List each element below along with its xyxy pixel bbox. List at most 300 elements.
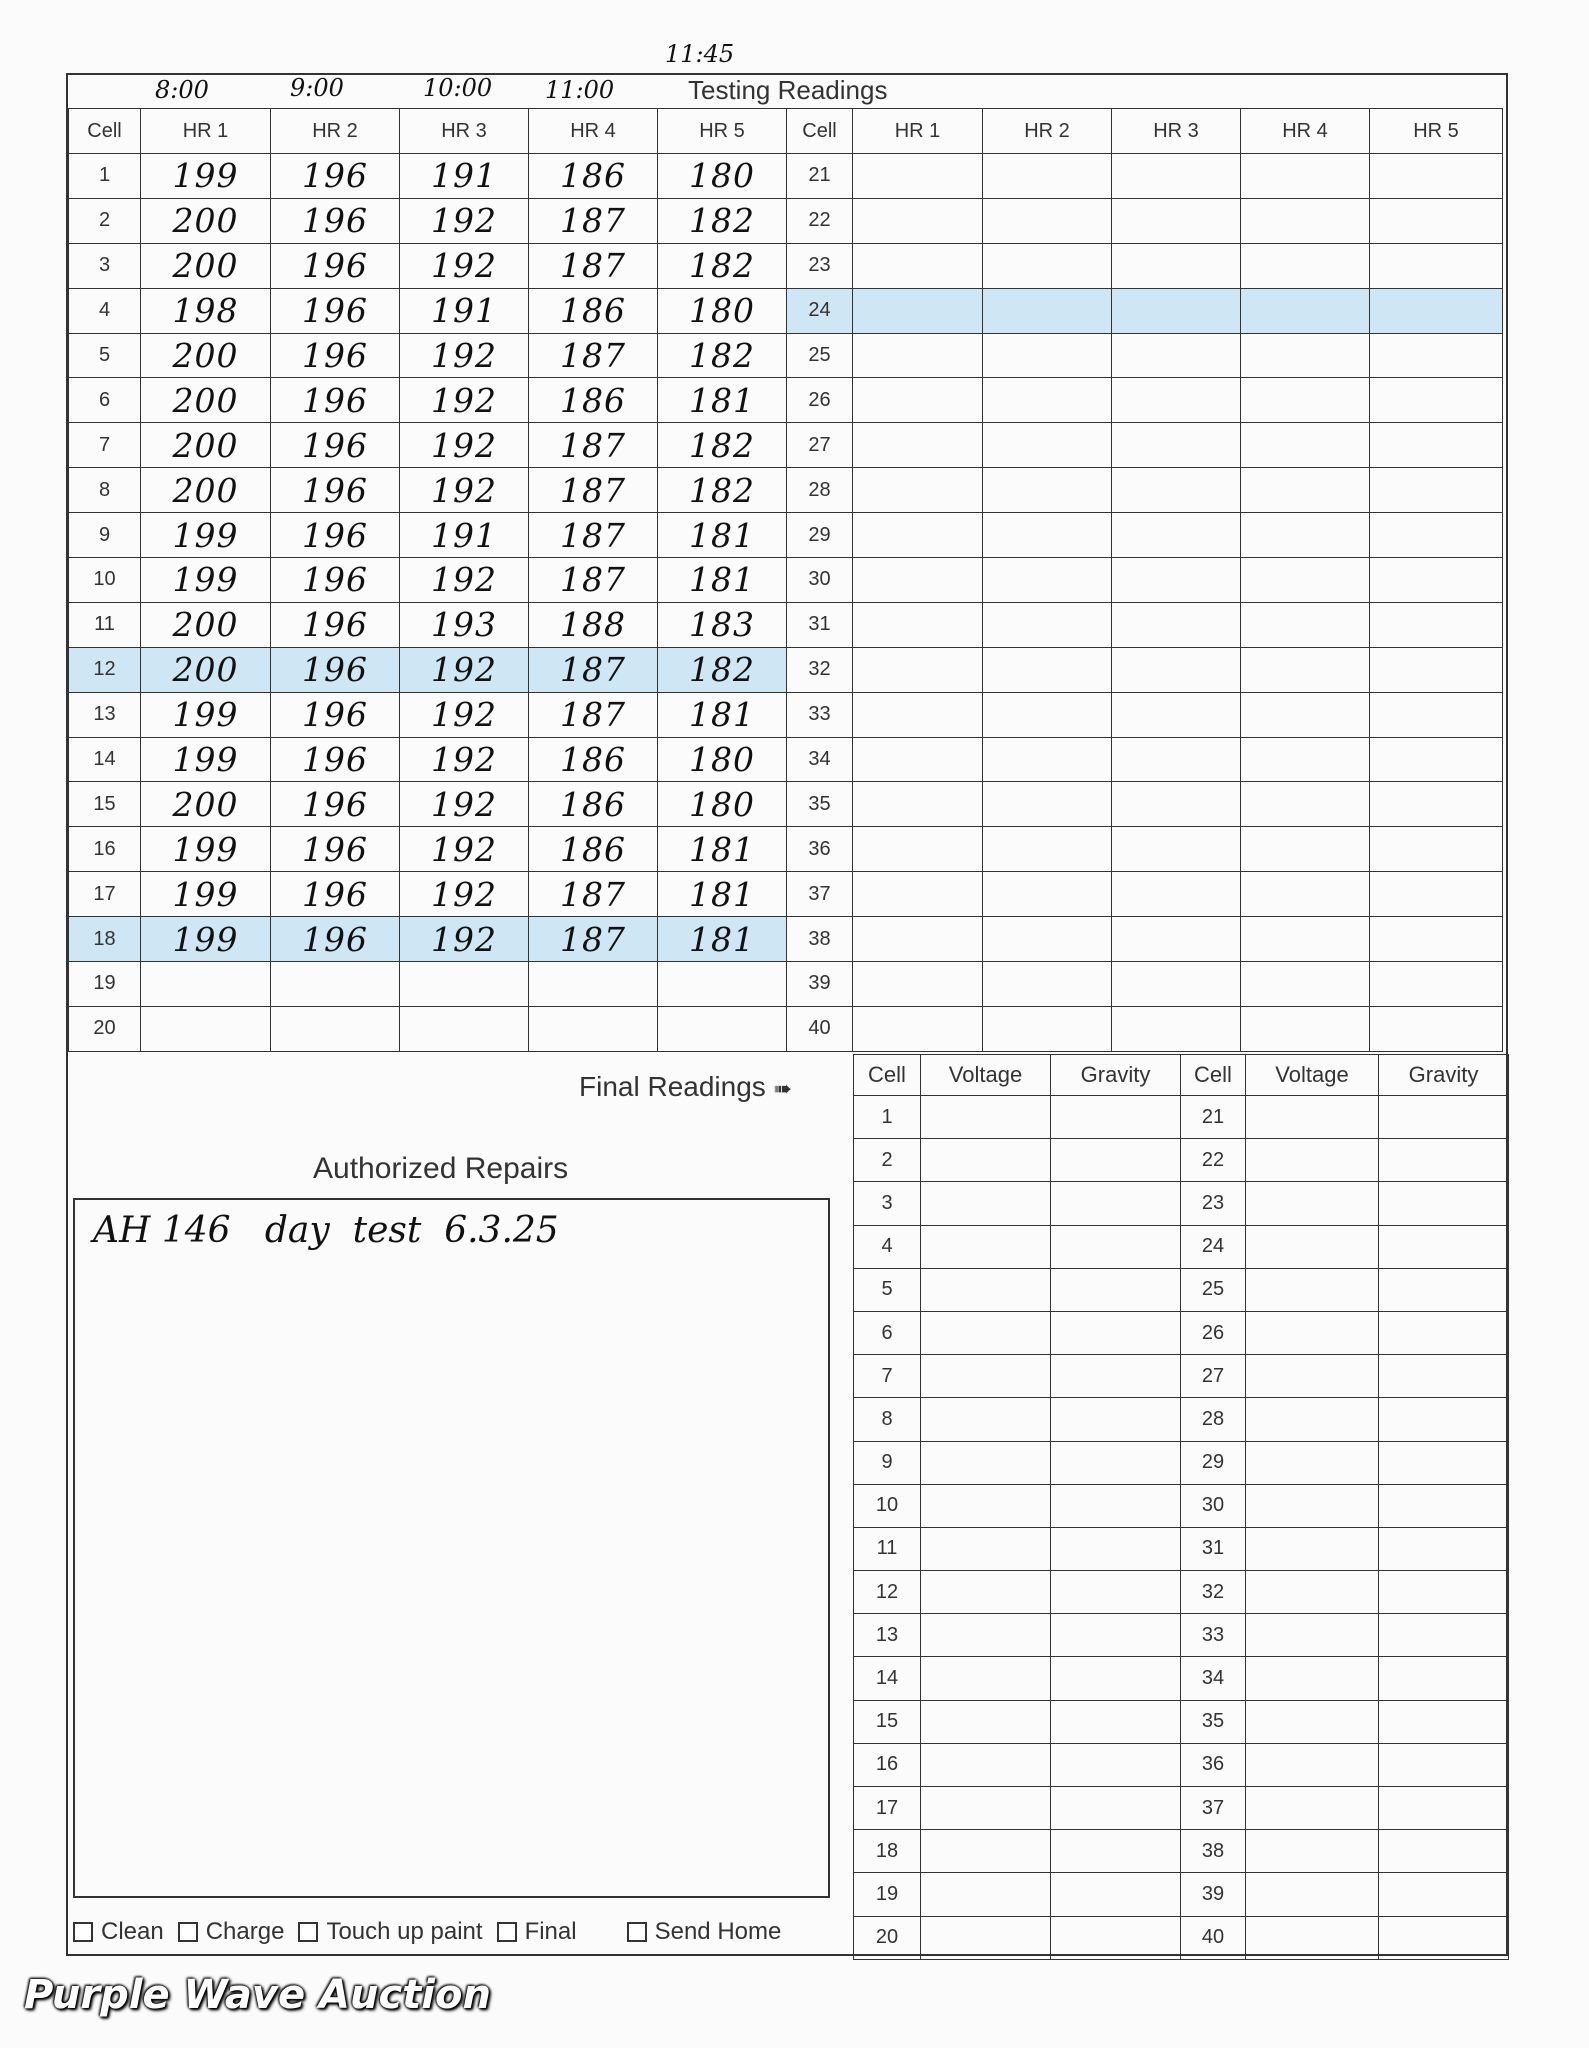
hr-reading-empty[interactable] (1370, 333, 1503, 378)
hr-reading-empty[interactable] (853, 737, 983, 782)
hr-reading[interactable]: 181 (658, 558, 787, 603)
hr-reading-empty[interactable] (853, 288, 983, 333)
voltage-field[interactable] (921, 1787, 1051, 1830)
hr-reading[interactable]: 196 (271, 692, 400, 737)
checkbox-clean[interactable] (73, 1918, 164, 1946)
hr-reading[interactable] (400, 1006, 529, 1051)
voltage-field[interactable] (1246, 1527, 1379, 1570)
hr-reading-empty[interactable] (1241, 827, 1370, 872)
hr-reading[interactable]: 196 (271, 154, 400, 199)
hr-reading[interactable]: 199 (141, 558, 271, 603)
hr-reading[interactable]: 196 (271, 602, 400, 647)
hr-reading[interactable]: 200 (141, 243, 271, 288)
hr-reading-empty[interactable] (1370, 917, 1503, 962)
hr-reading[interactable]: 200 (141, 602, 271, 647)
final-cell-number: 26 (1181, 1311, 1246, 1354)
gravity-field[interactable] (1051, 1096, 1181, 1139)
hr-reading-empty[interactable] (1241, 198, 1370, 243)
gravity-field[interactable] (1379, 1484, 1509, 1527)
gravity-field[interactable] (1379, 1830, 1509, 1873)
hr-reading-empty[interactable] (1241, 692, 1370, 737)
gravity-field[interactable] (1379, 1700, 1509, 1743)
hr-reading[interactable]: 186 (529, 154, 658, 199)
hr-reading[interactable]: 199 (141, 917, 271, 962)
testing-header-8: HR 2 (983, 109, 1112, 154)
hr-reading[interactable]: 192 (400, 243, 529, 288)
hr-reading[interactable]: 192 (400, 423, 529, 468)
hr-reading[interactable]: 196 (271, 243, 400, 288)
hr-reading-empty[interactable] (1370, 154, 1503, 199)
voltage-field[interactable] (1246, 1096, 1379, 1139)
hr-reading[interactable]: 187 (529, 872, 658, 917)
hr-reading[interactable]: 191 (400, 513, 529, 558)
hr-reading-empty[interactable] (1112, 378, 1241, 423)
hr-reading[interactable]: 200 (141, 423, 271, 468)
hr-reading[interactable]: 182 (658, 333, 787, 378)
voltage-field[interactable] (1246, 1916, 1379, 1959)
gravity-field[interactable] (1051, 1571, 1181, 1614)
hr-reading[interactable]: 181 (658, 692, 787, 737)
hr-reading-empty[interactable] (983, 288, 1112, 333)
hr-reading[interactable]: 181 (658, 827, 787, 872)
hr-reading-empty[interactable] (1370, 647, 1503, 692)
hr-reading[interactable]: 192 (400, 647, 529, 692)
gravity-field[interactable] (1379, 1916, 1509, 1959)
voltage-field[interactable] (921, 1182, 1051, 1225)
hr-reading[interactable]: 192 (400, 468, 529, 513)
gravity-field[interactable] (1379, 1873, 1509, 1916)
hr-reading-empty[interactable] (853, 962, 983, 1007)
hr-reading-empty[interactable] (1112, 243, 1241, 288)
hr-reading-empty[interactable] (1241, 288, 1370, 333)
gravity-field[interactable] (1051, 1830, 1181, 1873)
gravity-field[interactable] (1379, 1743, 1509, 1786)
hr-reading[interactable] (271, 962, 400, 1007)
checkbox-square-icon[interactable] (73, 1922, 93, 1942)
authorized-repairs-box[interactable] (73, 1198, 830, 1898)
hr-reading-empty[interactable] (1112, 647, 1241, 692)
voltage-field[interactable] (921, 1527, 1051, 1570)
hr-reading-empty[interactable] (853, 647, 983, 692)
hr-reading[interactable]: 181 (658, 917, 787, 962)
hr-reading-empty[interactable] (1241, 243, 1370, 288)
hr-reading-empty[interactable] (853, 872, 983, 917)
hr-reading[interactable]: 196 (271, 782, 400, 827)
hr-reading-empty[interactable] (1370, 827, 1503, 872)
gravity-field[interactable] (1379, 1787, 1509, 1830)
voltage-field[interactable] (1246, 1614, 1379, 1657)
testing-row (69, 288, 1503, 333)
final-row (854, 1830, 1509, 1873)
hr-reading[interactable]: 181 (658, 513, 787, 558)
hr-reading[interactable]: 192 (400, 198, 529, 243)
hr-reading[interactable]: 188 (529, 602, 658, 647)
hr-reading-empty[interactable] (1112, 513, 1241, 558)
hr-reading[interactable]: 186 (529, 827, 658, 872)
hr-reading-empty[interactable] (1112, 782, 1241, 827)
hr-reading[interactable]: 196 (271, 333, 400, 378)
checkbox-square-icon[interactable] (627, 1922, 647, 1942)
voltage-field[interactable] (1246, 1484, 1379, 1527)
hr-reading-empty[interactable] (1241, 872, 1370, 917)
hr-reading-empty[interactable] (983, 737, 1112, 782)
gravity-field[interactable] (1379, 1571, 1509, 1614)
hr-reading-empty[interactable] (853, 558, 983, 603)
hr-reading-empty[interactable] (983, 1006, 1112, 1051)
gravity-field[interactable] (1379, 1614, 1509, 1657)
hr-reading[interactable]: 196 (271, 468, 400, 513)
voltage-field[interactable] (921, 1916, 1051, 1959)
voltage-field[interactable] (1246, 1657, 1379, 1700)
checkbox-square-icon[interactable] (298, 1922, 318, 1942)
hr-reading-empty[interactable] (1370, 378, 1503, 423)
voltage-field[interactable] (1246, 1743, 1379, 1786)
hr-reading-empty[interactable] (983, 243, 1112, 288)
hr-reading-empty[interactable] (853, 782, 983, 827)
hr-reading[interactable]: 187 (529, 423, 658, 468)
hr-reading-empty[interactable] (853, 333, 983, 378)
testing-header-2: HR 2 (271, 109, 400, 154)
voltage-field[interactable] (921, 1268, 1051, 1311)
voltage-field[interactable] (921, 1441, 1051, 1484)
hr-reading-empty[interactable] (1241, 962, 1370, 1007)
hr-reading-empty[interactable] (983, 423, 1112, 468)
hr-reading-empty[interactable] (983, 513, 1112, 558)
hr-reading[interactable]: 187 (529, 333, 658, 378)
hr-reading[interactable]: 187 (529, 468, 658, 513)
hr-reading[interactable] (141, 1006, 271, 1051)
hr-reading-empty[interactable] (1370, 737, 1503, 782)
hr-reading[interactable]: 199 (141, 737, 271, 782)
hr-reading-empty[interactable] (1241, 558, 1370, 603)
hr-reading-empty[interactable] (853, 602, 983, 647)
hr-reading[interactable]: 192 (400, 827, 529, 872)
hr-reading[interactable] (400, 962, 529, 1007)
hr-reading-empty[interactable] (853, 154, 983, 199)
gravity-field[interactable] (1379, 1355, 1509, 1398)
voltage-field[interactable] (1246, 1355, 1379, 1398)
voltage-field[interactable] (1246, 1787, 1379, 1830)
hr-reading[interactable]: 192 (400, 378, 529, 423)
hr-reading-empty[interactable] (983, 468, 1112, 513)
hr-reading-empty[interactable] (1241, 468, 1370, 513)
hr-reading[interactable]: 200 (141, 333, 271, 378)
gravity-field[interactable] (1051, 1873, 1181, 1916)
hr-reading-empty[interactable] (1241, 154, 1370, 199)
hr-reading[interactable]: 182 (658, 423, 787, 468)
hr-reading[interactable]: 200 (141, 198, 271, 243)
hr-reading-empty[interactable] (1370, 288, 1503, 333)
voltage-field[interactable] (1246, 1182, 1379, 1225)
gravity-field[interactable] (1051, 1527, 1181, 1570)
hr-reading-empty[interactable] (1112, 1006, 1241, 1051)
hr-reading[interactable]: 199 (141, 154, 271, 199)
hr-reading-empty[interactable] (1370, 243, 1503, 288)
hr-reading-empty[interactable] (1241, 647, 1370, 692)
hr-reading[interactable]: 196 (271, 737, 400, 782)
hr-reading[interactable]: 191 (400, 288, 529, 333)
gravity-field[interactable] (1051, 1441, 1181, 1484)
voltage-field[interactable] (921, 1614, 1051, 1657)
gravity-field[interactable] (1051, 1484, 1181, 1527)
hr-reading-empty[interactable] (1112, 198, 1241, 243)
hr-reading-empty[interactable] (983, 962, 1112, 1007)
hr-reading-empty[interactable] (1370, 558, 1503, 603)
hr-reading[interactable]: 200 (141, 468, 271, 513)
checkbox-final[interactable] (497, 1918, 577, 1946)
gravity-field[interactable] (1379, 1441, 1509, 1484)
hr-reading[interactable]: 186 (529, 782, 658, 827)
hr-reading[interactable]: 187 (529, 917, 658, 962)
hr-reading-empty[interactable] (1241, 333, 1370, 378)
voltage-field[interactable] (1246, 1441, 1379, 1484)
hr-reading-empty[interactable] (1241, 737, 1370, 782)
gravity-field[interactable] (1051, 1916, 1181, 1959)
hr-reading-empty[interactable] (1370, 872, 1503, 917)
hr-reading[interactable]: 196 (271, 513, 400, 558)
hr-reading-empty[interactable] (1241, 782, 1370, 827)
hr-reading[interactable]: 193 (400, 602, 529, 647)
hr-reading[interactable]: 192 (400, 917, 529, 962)
hr-reading-empty[interactable] (1241, 513, 1370, 558)
hr-reading[interactable]: 182 (658, 647, 787, 692)
hr-reading[interactable]: 192 (400, 333, 529, 378)
hr-reading[interactable]: 196 (271, 198, 400, 243)
hr-reading-empty[interactable] (1112, 288, 1241, 333)
hr-reading[interactable]: 187 (529, 558, 658, 603)
hr-reading-empty[interactable] (1241, 378, 1370, 423)
hr-reading[interactable] (529, 962, 658, 1007)
hr-reading[interactable]: 199 (141, 827, 271, 872)
hr-reading-empty[interactable] (853, 917, 983, 962)
hr-reading[interactable]: 196 (271, 872, 400, 917)
hr-reading-empty[interactable] (853, 198, 983, 243)
hr-reading[interactable]: 199 (141, 513, 271, 558)
gravity-field[interactable] (1051, 1743, 1181, 1786)
hr-reading-empty[interactable] (1370, 602, 1503, 647)
gravity-field[interactable] (1379, 1268, 1509, 1311)
checkbox-square-icon[interactable] (178, 1922, 198, 1942)
gravity-field[interactable] (1051, 1225, 1181, 1268)
gravity-field[interactable] (1051, 1787, 1181, 1830)
testing-row (69, 692, 1503, 737)
hr-reading[interactable]: 198 (141, 288, 271, 333)
voltage-field[interactable] (1246, 1700, 1379, 1743)
hr-reading[interactable]: 186 (529, 737, 658, 782)
hr-reading-empty[interactable] (1241, 423, 1370, 468)
hr-reading-empty[interactable] (1241, 917, 1370, 962)
cell-number: 19 (69, 962, 141, 1007)
checkbox-charge[interactable] (178, 1918, 285, 1946)
hr-reading[interactable]: 200 (141, 378, 271, 423)
hr-reading-empty[interactable] (1112, 602, 1241, 647)
hr-reading-empty[interactable] (853, 513, 983, 558)
gravity-field[interactable] (1051, 1398, 1181, 1441)
hr-reading-empty[interactable] (1112, 423, 1241, 468)
hr-reading-empty[interactable] (1112, 737, 1241, 782)
hr-reading[interactable]: 196 (271, 288, 400, 333)
hr-reading[interactable]: 180 (658, 154, 787, 199)
hr-reading-empty[interactable] (1112, 333, 1241, 378)
hr-reading-empty[interactable] (853, 692, 983, 737)
hr-reading[interactable]: 187 (529, 243, 658, 288)
hr-reading[interactable]: 181 (658, 378, 787, 423)
hr-reading[interactable]: 196 (271, 378, 400, 423)
testing-row (69, 243, 1503, 288)
hr-reading-empty[interactable] (853, 378, 983, 423)
gravity-field[interactable] (1051, 1139, 1181, 1182)
gravity-field[interactable] (1379, 1139, 1509, 1182)
hr-reading-empty[interactable] (1112, 962, 1241, 1007)
voltage-field[interactable] (921, 1096, 1051, 1139)
hr-reading-empty[interactable] (1112, 154, 1241, 199)
voltage-field[interactable] (1246, 1311, 1379, 1354)
voltage-field[interactable] (921, 1873, 1051, 1916)
hr-reading-empty[interactable] (1112, 468, 1241, 513)
hr-reading[interactable]: 196 (271, 827, 400, 872)
hr-reading-empty[interactable] (1112, 917, 1241, 962)
gravity-field[interactable] (1379, 1225, 1509, 1268)
voltage-field[interactable] (1246, 1268, 1379, 1311)
hr-reading-empty[interactable] (1370, 1006, 1503, 1051)
hr-reading-empty[interactable] (983, 198, 1112, 243)
hr-reading-empty[interactable] (1112, 827, 1241, 872)
hr-reading[interactable] (658, 962, 787, 1007)
hr-reading-empty[interactable] (983, 647, 1112, 692)
hr-reading-empty[interactable] (853, 468, 983, 513)
voltage-field[interactable] (921, 1225, 1051, 1268)
hr-reading[interactable]: 191 (400, 154, 529, 199)
voltage-field[interactable] (921, 1830, 1051, 1873)
voltage-field[interactable] (1246, 1571, 1379, 1614)
hr-reading[interactable]: 182 (658, 468, 787, 513)
hr-reading[interactable]: 187 (529, 692, 658, 737)
hr-reading-empty[interactable] (1112, 558, 1241, 603)
hr-reading[interactable]: 200 (141, 782, 271, 827)
hr-reading-empty[interactable] (1370, 423, 1503, 468)
hr-reading-empty[interactable] (853, 1006, 983, 1051)
hr-reading[interactable]: 192 (400, 872, 529, 917)
hr-reading-empty[interactable] (983, 378, 1112, 423)
hr-reading[interactable]: 181 (658, 872, 787, 917)
hr-reading[interactable]: 187 (529, 513, 658, 558)
hr-reading-empty[interactable] (853, 423, 983, 468)
gravity-field[interactable] (1379, 1398, 1509, 1441)
gravity-field[interactable] (1051, 1268, 1181, 1311)
hr-reading-empty[interactable] (983, 602, 1112, 647)
hr-reading[interactable]: 196 (271, 917, 400, 962)
gravity-field[interactable] (1051, 1355, 1181, 1398)
voltage-field[interactable] (921, 1311, 1051, 1354)
hr-reading[interactable]: 183 (658, 602, 787, 647)
voltage-field[interactable] (921, 1355, 1051, 1398)
hr-reading[interactable]: 182 (658, 198, 787, 243)
voltage-field[interactable] (921, 1700, 1051, 1743)
hr-reading[interactable]: 192 (400, 782, 529, 827)
hr-reading[interactable]: 180 (658, 737, 787, 782)
hr-reading[interactable]: 192 (400, 558, 529, 603)
hr-reading-empty[interactable] (1370, 513, 1503, 558)
hr-reading[interactable]: 180 (658, 288, 787, 333)
hr-reading-empty[interactable] (983, 782, 1112, 827)
voltage-field[interactable] (1246, 1873, 1379, 1916)
gravity-field[interactable] (1051, 1614, 1181, 1657)
gravity-field[interactable] (1379, 1657, 1509, 1700)
hr-reading-empty[interactable] (853, 827, 983, 872)
gravity-field[interactable] (1379, 1311, 1509, 1354)
hr-reading[interactable]: 200 (141, 647, 271, 692)
hr-reading[interactable]: 186 (529, 288, 658, 333)
hr-reading-empty[interactable] (1370, 962, 1503, 1007)
hr-reading-empty[interactable] (983, 827, 1112, 872)
hr-reading[interactable] (141, 962, 271, 1007)
hr-reading[interactable] (271, 1006, 400, 1051)
checkbox-square-icon[interactable] (497, 1922, 517, 1942)
hr-reading-empty[interactable] (1241, 602, 1370, 647)
voltage-field[interactable] (921, 1657, 1051, 1700)
hr-reading-empty[interactable] (1241, 1006, 1370, 1051)
gravity-field[interactable] (1379, 1096, 1509, 1139)
hr-reading-empty[interactable] (1112, 692, 1241, 737)
hr-reading[interactable]: 192 (400, 737, 529, 782)
gravity-field[interactable] (1051, 1311, 1181, 1354)
hr-reading-empty[interactable] (983, 154, 1112, 199)
checkbox-send-home[interactable] (627, 1918, 782, 1946)
hr-reading[interactable] (529, 1006, 658, 1051)
hr-reading[interactable]: 187 (529, 647, 658, 692)
hr-reading[interactable]: 180 (658, 782, 787, 827)
hr-reading[interactable]: 186 (529, 378, 658, 423)
hr-reading-empty[interactable] (983, 558, 1112, 603)
voltage-field[interactable] (921, 1139, 1051, 1182)
voltage-field[interactable] (921, 1398, 1051, 1441)
voltage-field[interactable] (921, 1484, 1051, 1527)
hr-reading[interactable] (658, 1006, 787, 1051)
hr-reading[interactable]: 192 (400, 692, 529, 737)
gravity-field[interactable] (1051, 1182, 1181, 1225)
gravity-field[interactable] (1379, 1527, 1509, 1570)
gravity-field[interactable] (1051, 1657, 1181, 1700)
hr-reading[interactable]: 196 (271, 558, 400, 603)
hr-reading-empty[interactable] (1370, 782, 1503, 827)
voltage-field[interactable] (1246, 1830, 1379, 1873)
hr-reading-empty[interactable] (1370, 198, 1503, 243)
hr-reading-empty[interactable] (1112, 872, 1241, 917)
gravity-field[interactable] (1379, 1182, 1509, 1225)
hr-reading[interactable]: 199 (141, 872, 271, 917)
hr-reading-empty[interactable] (983, 872, 1112, 917)
hr-reading[interactable]: 187 (529, 198, 658, 243)
voltage-field[interactable] (1246, 1225, 1379, 1268)
hr-reading[interactable]: 182 (658, 243, 787, 288)
voltage-field[interactable] (1246, 1139, 1379, 1182)
hr-reading-empty[interactable] (983, 917, 1112, 962)
hr-reading-empty[interactable] (853, 243, 983, 288)
checkbox-touch-up-paint[interactable] (298, 1918, 482, 1946)
voltage-field[interactable] (921, 1571, 1051, 1614)
hr-reading-empty[interactable] (1370, 692, 1503, 737)
voltage-field[interactable] (921, 1743, 1051, 1786)
final-cell-number: 4 (854, 1225, 921, 1268)
hr-reading[interactable]: 196 (271, 647, 400, 692)
voltage-field[interactable] (1246, 1398, 1379, 1441)
gravity-field[interactable] (1051, 1700, 1181, 1743)
hr-reading-empty[interactable] (983, 333, 1112, 378)
hr-reading-empty[interactable] (1370, 468, 1503, 513)
hr-reading[interactable]: 199 (141, 692, 271, 737)
hr-reading[interactable]: 196 (271, 423, 400, 468)
hr-reading-empty[interactable] (983, 692, 1112, 737)
